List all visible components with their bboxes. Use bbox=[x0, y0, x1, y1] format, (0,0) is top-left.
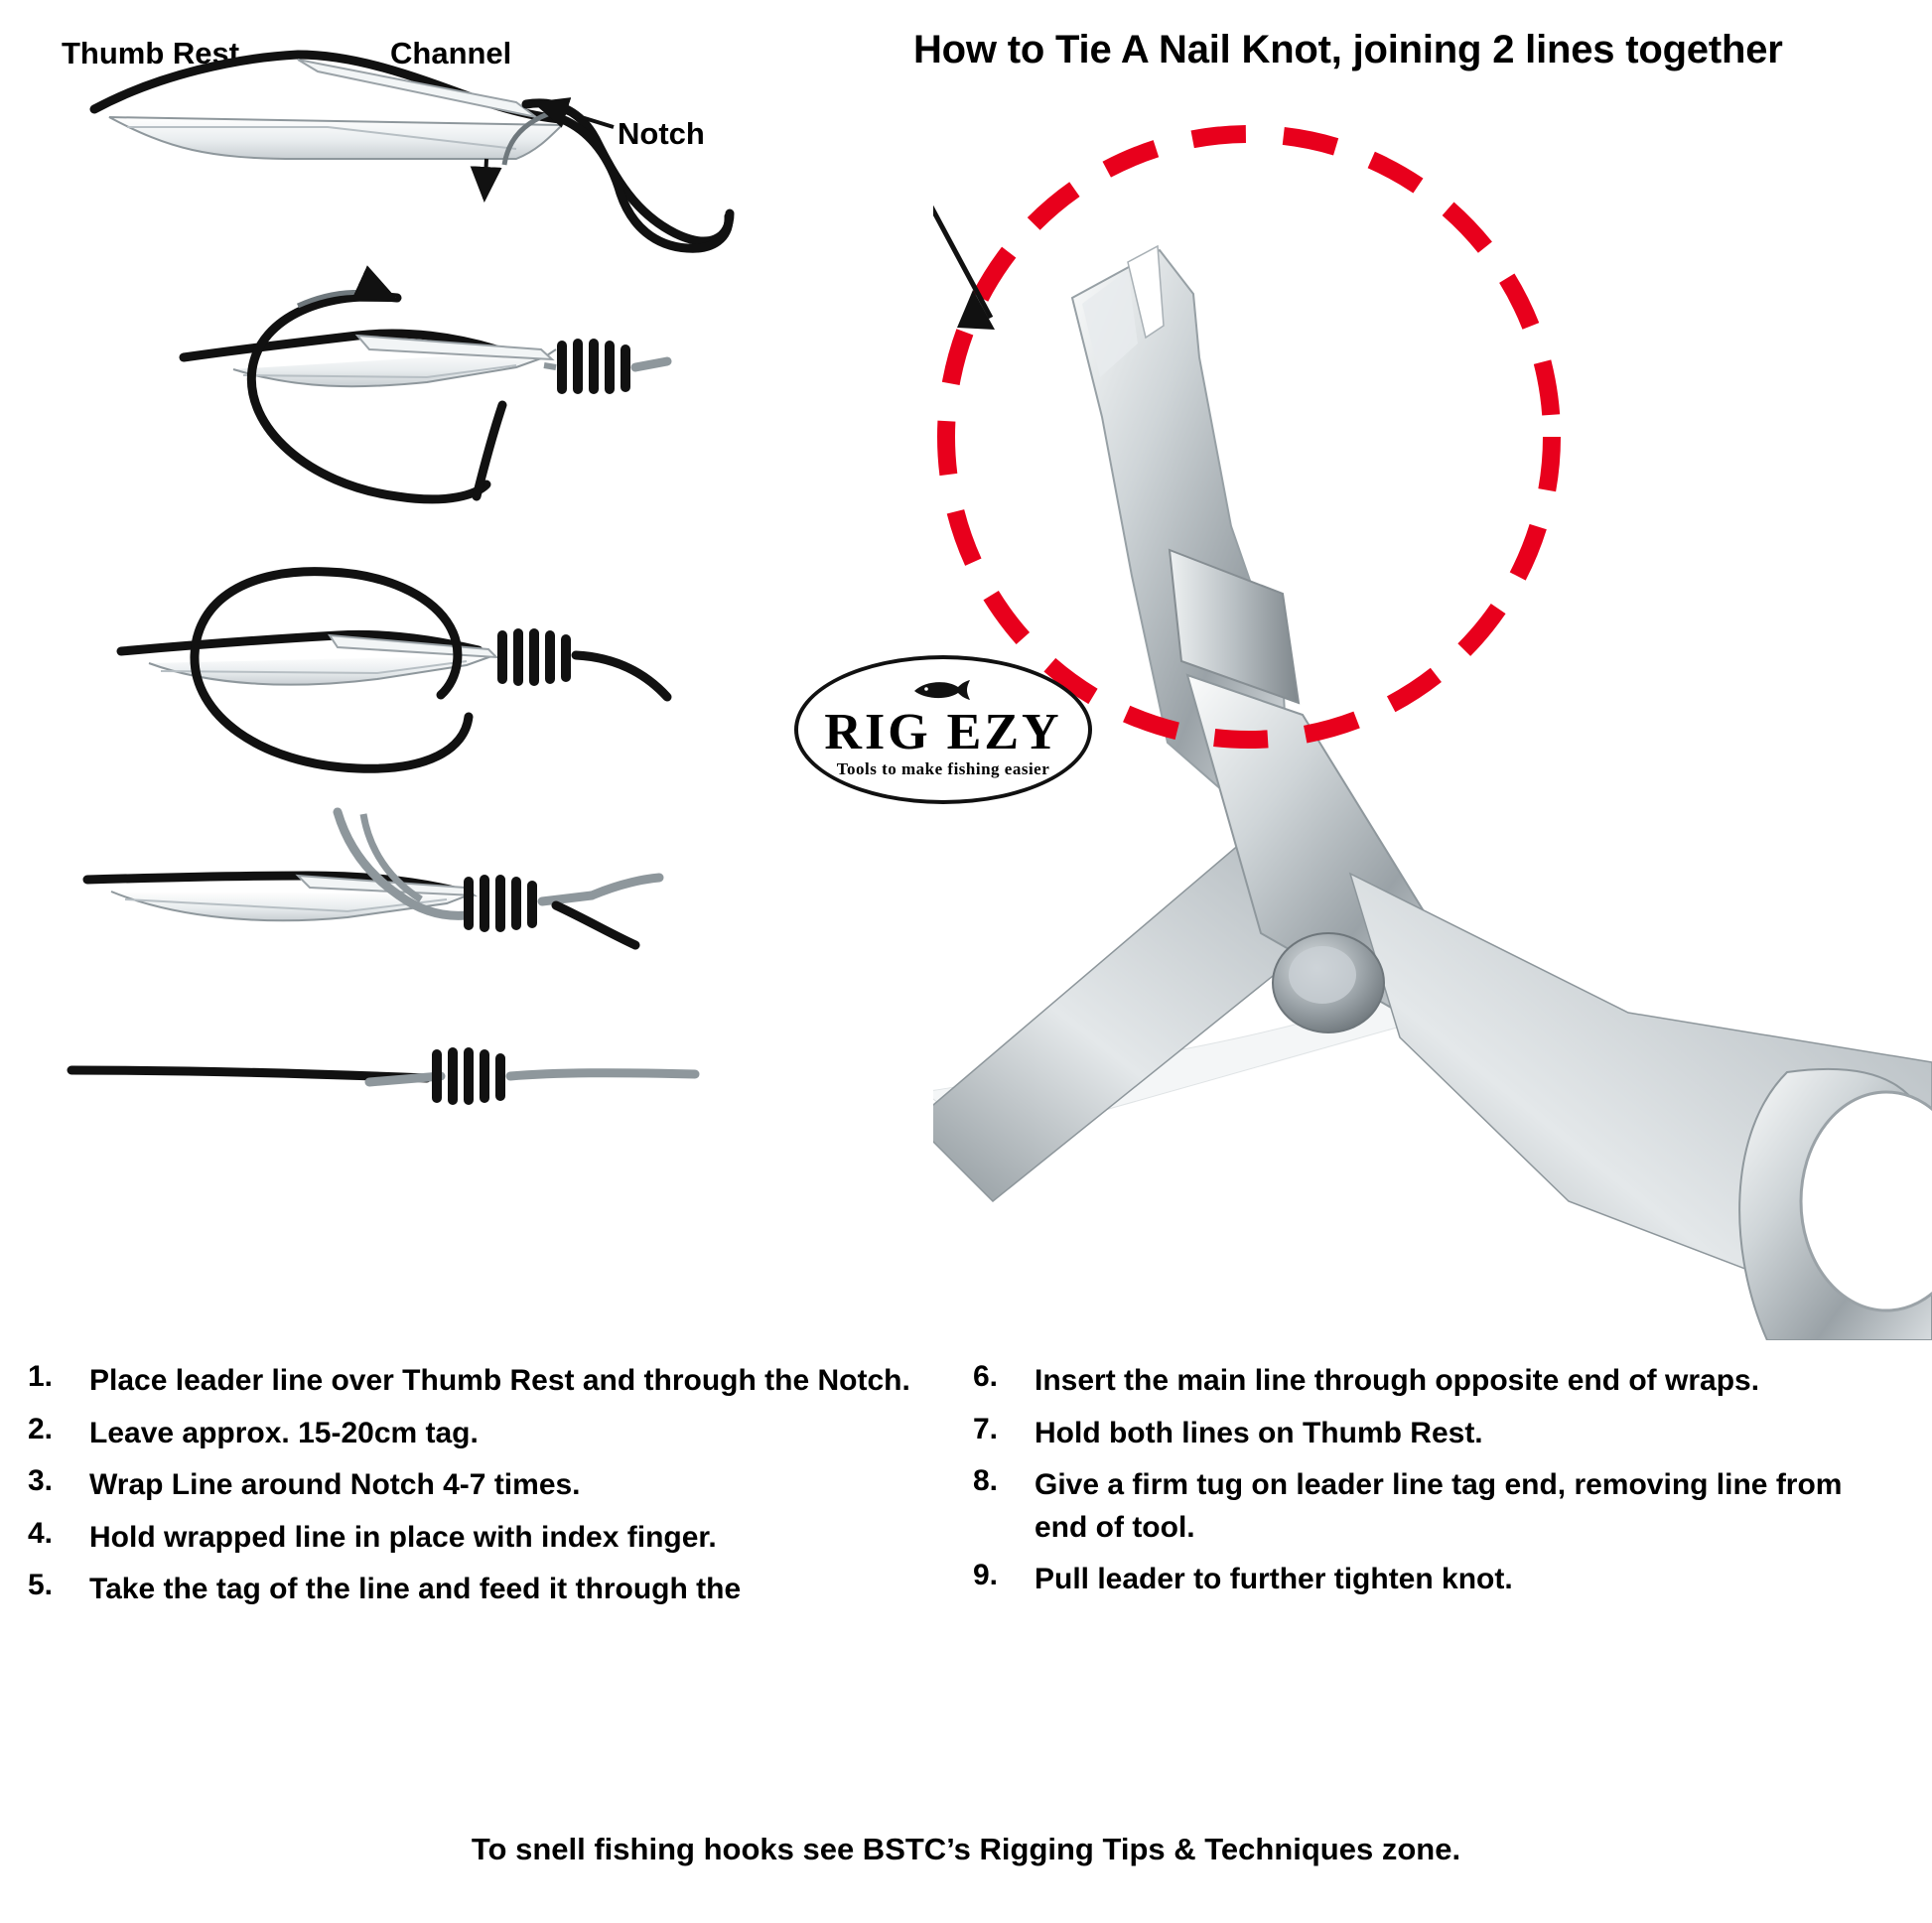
label-notch: Notch bbox=[618, 116, 705, 151]
list-item bbox=[28, 1569, 941, 1611]
diagram-step-5 bbox=[71, 1052, 695, 1100]
step-number: 8. bbox=[973, 1464, 999, 1498]
fish-icon bbox=[910, 677, 976, 703]
step-text: Insert the main line through opposite end of wraps. bbox=[1035, 1364, 1760, 1397]
list-item bbox=[973, 1559, 1866, 1601]
step-number: 7. bbox=[973, 1412, 999, 1445]
step-text: Pull leader to further tighten knot. bbox=[1035, 1563, 1513, 1596]
list-item bbox=[28, 1517, 941, 1560]
logo-brand-text: RIG EZY bbox=[824, 704, 1062, 760]
instructions-section bbox=[0, 1360, 1932, 1777]
label-thumb-rest: Thumb Rest bbox=[62, 36, 240, 70]
diagram-step-3 bbox=[121, 572, 667, 769]
diagram-step-1 bbox=[94, 55, 730, 248]
brand-logo bbox=[794, 655, 1092, 804]
list-item bbox=[973, 1360, 1866, 1403]
step-text: Give a firm tug on leader line tag end, removing line from end of tool. bbox=[1035, 1468, 1843, 1544]
list-item bbox=[28, 1464, 941, 1507]
step-number: 4. bbox=[28, 1516, 54, 1550]
label-channel: Channel bbox=[390, 36, 512, 70]
step-text: Wrap Line around Notch 4-7 times. bbox=[89, 1468, 581, 1502]
instructions-right-column bbox=[973, 1360, 1866, 1611]
instructions-left-column bbox=[28, 1360, 941, 1621]
step-text: Place leader line over Thumb Rest and through the Notch. bbox=[89, 1364, 910, 1397]
logo-tagline: Tools to make fishing easier bbox=[836, 759, 1050, 778]
page-title: How to Tie A Nail Knot, joining 2 lines together bbox=[913, 28, 1783, 71]
step-number: 2. bbox=[28, 1412, 54, 1445]
step-text: Hold both lines on Thumb Rest. bbox=[1035, 1416, 1483, 1449]
step-text: Leave approx. 15-20cm tag. bbox=[89, 1416, 479, 1449]
step-text: Take the tag of the line and feed it through the bbox=[89, 1573, 742, 1606]
step-number: 5. bbox=[28, 1569, 54, 1602]
list-item bbox=[973, 1464, 1866, 1549]
step-number: 3. bbox=[28, 1464, 54, 1498]
step-number: 6. bbox=[973, 1360, 999, 1393]
list-item bbox=[28, 1413, 941, 1455]
footer-note: To snell fishing hooks see BSTC’s Rigging Tips & Techniques zone. bbox=[471, 1832, 1461, 1866]
step-number: 1. bbox=[28, 1360, 54, 1393]
diagram-step-2 bbox=[184, 292, 667, 498]
step-number: 9. bbox=[973, 1559, 999, 1592]
diagram-step-4 bbox=[87, 812, 659, 945]
list-item bbox=[973, 1413, 1866, 1455]
step-text: Hold wrapped line in place with index finger. bbox=[89, 1520, 717, 1554]
list-item bbox=[28, 1360, 941, 1403]
